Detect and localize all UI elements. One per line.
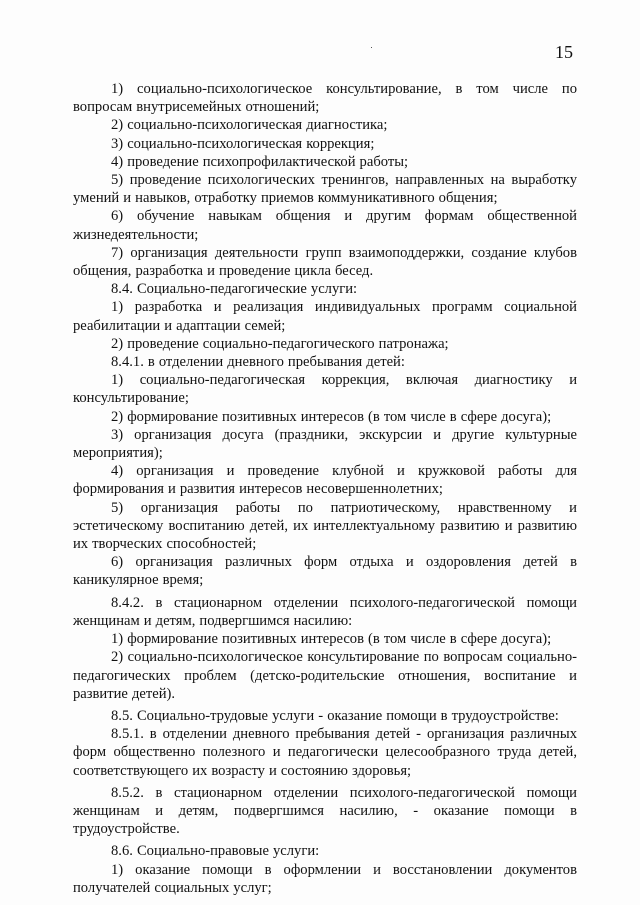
section-heading: 8.4. Социально-педагогические услуги: xyxy=(111,281,358,298)
list-item: 4) проведение психопрофилактической работы; xyxy=(111,153,409,170)
list-item: 1) оказание помощи в оформлении и восстановлении документов получателей социальных услуг; xyxy=(73,861,577,896)
list-item: 2) социально-психологическая диагностика; xyxy=(111,117,388,134)
list-item: 2) формирование позитивных интересов (в том числе в сфере досуга); xyxy=(111,408,552,425)
page-number: 15 xyxy=(555,42,573,62)
subsection-heading: 8.4.1. в отделении дневного пребывания детей: xyxy=(111,354,405,371)
list-item: 1) разработка и реализация индивидуальных программ социальной реабилитации и адаптации семей; xyxy=(73,299,577,334)
document-body xyxy=(73,80,577,897)
list-item: 6) обучение навыкам общения и другим формам общественной жизнедеятельности; xyxy=(73,208,577,243)
scan-speck xyxy=(371,47,372,48)
list-item: 2) социально-психологическое консультирование по вопросам социально-педагогических проблем (детско-родительские отношения, воспитание и развитие детей). xyxy=(73,649,577,702)
list-item: 1) социально-психологическое консультирование, в том числе по вопросам внутрисемейных отношений; xyxy=(73,81,577,116)
list-item: 5) проведение психологических тренингов, направленных на выработку умений и навыков, отработку приемов коммуникативного общения; xyxy=(73,172,577,207)
list-item: 2) проведение социально-педагогического патронажа; xyxy=(111,335,449,352)
subsection-heading: 8.4.2. в стационарном отделении психолого-педагогической помощи женщинам и детям, подвергшимся насилию: xyxy=(73,594,577,629)
subsection-paragraph: 8.5.1. в отделении дневного пребывания детей - организация различных форм общественно полезного и педагогически целесообразного труда детей, соответствующего их возрасту и состоянию здоровья; xyxy=(73,726,577,779)
list-item: 1) социально-педагогическая коррекция, включая диагностику и консультирование; xyxy=(73,372,577,407)
list-item: 3) организация досуга (праздники, экскурсии и другие культурные мероприятия); xyxy=(73,426,577,462)
list-item: 5) организация работы по патриотическому, нравственному и эстетическому воспитанию детей, их интеллектуальному развитию и развитию их творческих способностей; xyxy=(73,499,577,553)
list-item: 3) социально-психологическая коррекция; xyxy=(111,135,375,152)
list-item: 6) организация различных форм отдыха и оздоровления детей в каникулярное время; xyxy=(73,554,577,589)
section-heading: 8.6. Социально-правовые услуги: xyxy=(111,843,320,860)
list-item: 1) формирование позитивных интересов (в том числе в сфере досуга); xyxy=(111,631,552,648)
section-heading: 8.5. Социально-трудовые услуги - оказание помощи в трудоустройстве: xyxy=(111,707,559,724)
subsection-paragraph: 8.5.2. в стационарном отделении психолого-педагогической помощи женщинам и детям, подвергшимся насилию, - оказание помощи в трудоустройстве. xyxy=(73,784,577,838)
list-item: 7) организация деятельности групп взаимоподдержки, создание клубов общения, разработка и проведение цикла бесед. xyxy=(73,244,577,280)
list-item: 4) организация и проведение клубной и кружковой работы для формирования и развития интересов несовершеннолетних; xyxy=(73,463,577,498)
